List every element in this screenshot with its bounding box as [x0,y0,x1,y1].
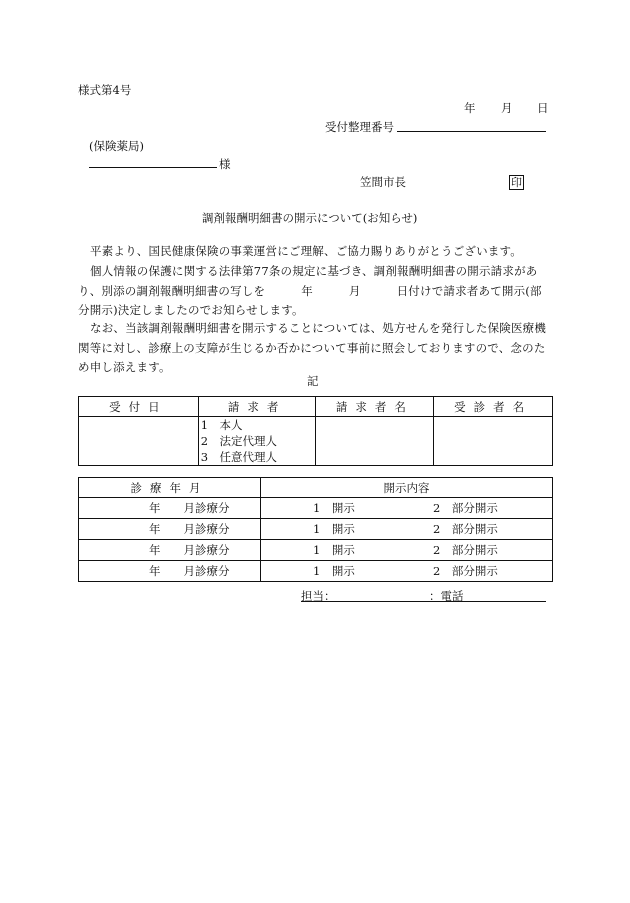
footer-line [301,601,546,602]
body-paragraph-1: 平素より、国民健康保険の事業運営にご理解、ご協力賜りありがとうございます。 [90,244,522,258]
body-p2-part-a: 個人情報の保護に関する法律第77条の規定に基づき、調剤報酬明細書の開示請求があり、別添の調剤報酬明細書の写しを [78,264,538,298]
option-partial: 2 部分開示 [433,543,498,557]
date-day: 日 [537,101,549,115]
option-partial: 2 部分開示 [433,501,498,515]
header-receipt-date: 受付日 [79,397,199,417]
table-row [79,540,553,561]
option-partial: 2 部分開示 [433,564,498,578]
cell-period: 年 月診療分 [79,540,261,561]
cell-period: 年 月診療分 [79,498,261,519]
header-content: 開示内容 [261,478,553,498]
disclosure-table [78,477,553,582]
option-disclose: 1 開示 [313,564,355,578]
cell-requester [198,417,316,466]
header-requester: 請求者 [198,397,316,417]
addressee-org: (保険薬局) [89,139,144,153]
header-period: 診療年月 [79,478,261,498]
table-row [79,498,553,519]
option-partial: 2 部分開示 [433,522,498,536]
body-paragraph-3: なお、当該調剤報酬明細書を開示することについては、処方せんを発行した保険医療機関等に対し、診療上の支障が生じるか否かについて事前に照会しておりますので、念のため申し添えます。 [78,321,547,374]
body-p2-year: 年 [301,283,313,298]
ki-heading: 記 [307,374,319,388]
date-year: 年 [464,101,476,115]
cell-content [261,540,553,561]
addressee-suffix: 様 [219,157,231,171]
option-disclose: 1 開示 [313,522,355,536]
option-disclose: 1 開示 [313,501,355,515]
header-patient-name: 受診者名 [434,397,553,417]
document-title: 調剤報酬明細書の開示について(お知らせ) [202,211,418,225]
date-month: 月 [501,101,513,115]
contact-label: 担当： [301,589,336,603]
cell-content [261,498,553,519]
cell-content [261,561,553,582]
disclosure-table-header [79,478,553,498]
cell-period: 年 月診療分 [79,519,261,540]
header-requester-name: 請求者名 [316,397,434,417]
request-table-row [79,417,553,466]
body-p2-month: 月 [348,283,361,298]
cell-period: 年 月診療分 [79,561,261,582]
addressee-name-line [89,167,217,168]
sender-name: 笠間市長 [360,175,406,189]
cell-patient-name [434,417,553,466]
cell-receipt-date [79,417,199,466]
request-table-header [79,397,553,417]
cell-requester-name [316,417,434,466]
body-paragraph-2 [78,262,548,321]
request-table [78,396,553,466]
receipt-number-line [397,131,546,132]
table-row [79,519,553,540]
requester-option-legal: 2 法定代理人 [200,434,278,448]
seal-text: 印 [511,176,522,189]
receipt-number-label: 受付整理番号 [325,120,394,134]
cell-content [261,519,553,540]
seal-mark [509,174,524,190]
requester-option-self: 1 本人 [200,418,243,432]
requester-option-voluntary: 3 任意代理人 [200,450,278,464]
form-number: 様式第4号 [78,83,132,97]
option-disclose: 1 開示 [313,543,355,557]
phone-label: ：電話 [429,589,464,603]
table-row [79,561,553,582]
body-p2-part-b: 日付けで請求者あて開示(部分開示)決定しましたのでお知らせします。 [78,283,542,317]
